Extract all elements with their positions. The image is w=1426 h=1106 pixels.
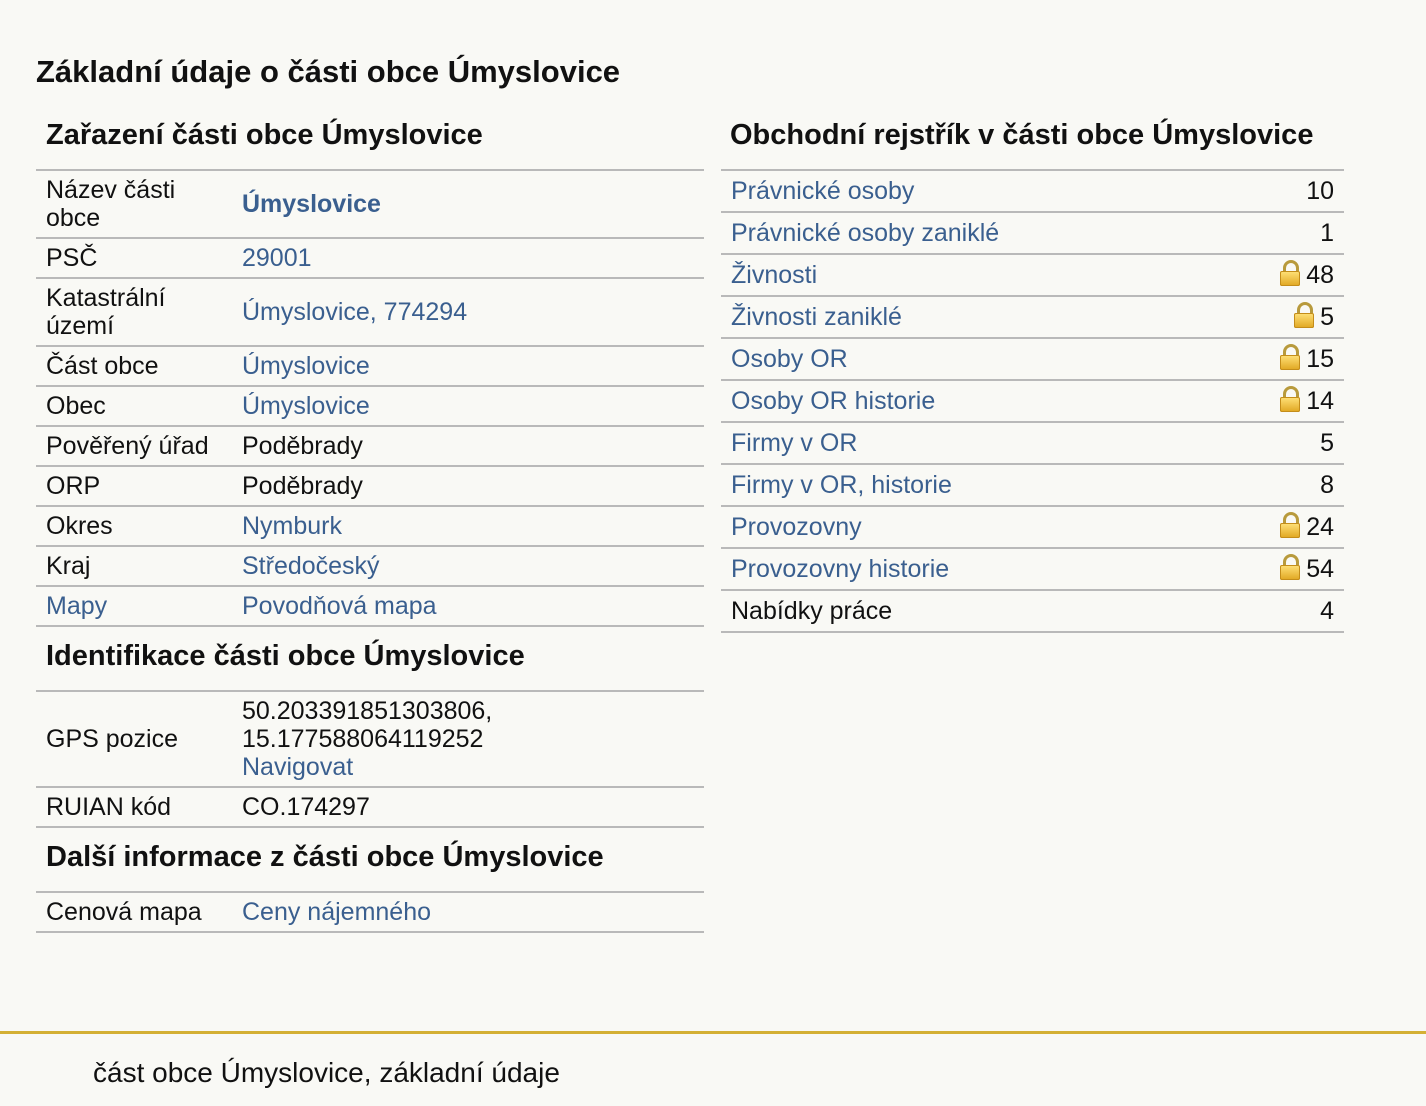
- rent-prices-link[interactable]: Ceny nájemného: [242, 898, 432, 926]
- table-row: [721, 338, 1344, 380]
- or-row-count: 48: [1306, 261, 1334, 289]
- table-row: [36, 506, 704, 546]
- row-label-link[interactable]: Mapy: [46, 592, 108, 620]
- or-row-count-cell: [1214, 548, 1344, 590]
- or-row-link[interactable]: Právnické osoby zaniklé: [731, 219, 1000, 247]
- or-row-count: 54: [1306, 555, 1334, 583]
- row-label: Okres: [36, 506, 232, 546]
- or-row-count: 10: [1306, 177, 1334, 205]
- lock-icon[interactable]: [1280, 344, 1300, 370]
- or-row-count-cell: [1214, 422, 1344, 464]
- table-row: [36, 426, 704, 466]
- table-row: [36, 586, 704, 626]
- table-row: [721, 170, 1344, 212]
- row-value-link[interactable]: Úmyslovice, 774294: [242, 298, 468, 326]
- obchodni-rejstrik-title: Obchodní rejstřík v části obce Úmyslovice: [730, 119, 1314, 151]
- row-value: [232, 546, 704, 586]
- lock-icon[interactable]: [1280, 260, 1300, 286]
- page-title: Základní údaje o části obce Úmyslovice: [36, 54, 621, 89]
- left-column: [36, 112, 704, 933]
- or-row-count-cell: [1214, 254, 1344, 296]
- table-row: [721, 254, 1344, 296]
- footer-divider: [0, 1031, 1426, 1034]
- or-row-count: 24: [1306, 513, 1334, 541]
- row-value: [232, 506, 704, 546]
- price-map-label: Cenová mapa: [36, 892, 232, 932]
- obchodni-rejstrik-table: [721, 169, 1344, 633]
- table-row: [721, 422, 1344, 464]
- row-value-link[interactable]: Úmyslovice: [242, 392, 370, 420]
- or-row-link[interactable]: Firmy v OR: [731, 429, 858, 457]
- gps-label: GPS pozice: [36, 691, 232, 787]
- or-row-label: [721, 170, 1214, 212]
- or-row-count-cell: [1214, 590, 1344, 632]
- row-value: [232, 586, 704, 626]
- row-value-link[interactable]: Povodňová mapa: [242, 592, 437, 620]
- lock-icon[interactable]: [1280, 554, 1300, 580]
- or-row-count-cell: [1214, 380, 1344, 422]
- or-row-count: 1: [1320, 219, 1334, 247]
- table-row: [36, 787, 704, 827]
- zarazeni-table: [36, 169, 704, 627]
- ruian-label: RUIAN kód: [36, 787, 232, 827]
- row-label: Obec: [36, 386, 232, 426]
- or-row-count-cell: [1214, 212, 1344, 254]
- row-value-link[interactable]: Středočeský: [242, 552, 380, 580]
- or-row-link[interactable]: Živnosti zaniklé: [731, 303, 902, 331]
- table-row: [721, 548, 1344, 590]
- or-row-link[interactable]: Právnické osoby: [731, 177, 915, 205]
- or-row-label: [721, 296, 1214, 338]
- or-row-link[interactable]: Firmy v OR, historie: [731, 471, 952, 499]
- table-row: [721, 380, 1344, 422]
- ruian-value: CO.174297: [232, 787, 704, 827]
- table-row: [721, 212, 1344, 254]
- lock-icon[interactable]: [1294, 302, 1314, 328]
- or-row-count: 4: [1320, 597, 1334, 625]
- or-row-count: 5: [1320, 429, 1334, 457]
- or-row-count: 15: [1306, 345, 1334, 373]
- or-row-count: 14: [1306, 387, 1334, 415]
- or-row-count-cell: [1214, 296, 1344, 338]
- row-value-link[interactable]: Nymburk: [242, 512, 343, 540]
- row-label: Část obce: [36, 346, 232, 386]
- row-value: [232, 170, 704, 238]
- row-value-link[interactable]: 29001: [242, 244, 312, 272]
- table-row: [36, 278, 704, 346]
- table-row: [36, 691, 704, 787]
- row-label: Kraj: [36, 546, 232, 586]
- gps-longitude: 15.177588064119252: [242, 725, 484, 753]
- or-row-count-cell: [1214, 170, 1344, 212]
- row-label: PSČ: [36, 238, 232, 278]
- table-row: [721, 464, 1344, 506]
- row-value: Poděbrady: [232, 426, 704, 466]
- or-row-count-cell: [1214, 506, 1344, 548]
- table-row: [36, 892, 704, 932]
- table-row: [36, 238, 704, 278]
- lock-icon[interactable]: [1280, 512, 1300, 538]
- row-label: ORP: [36, 466, 232, 506]
- dalsi-table: [36, 891, 704, 933]
- or-row-label: [721, 548, 1214, 590]
- or-row-count-cell: [1214, 464, 1344, 506]
- or-row-link[interactable]: Osoby OR historie: [731, 387, 936, 415]
- lock-icon[interactable]: [1280, 386, 1300, 412]
- identifikace-table: [36, 690, 704, 828]
- right-column: [721, 112, 1344, 633]
- table-row: [36, 346, 704, 386]
- table-row: [721, 506, 1344, 548]
- or-row-label: [721, 212, 1214, 254]
- row-label: Název části obce: [36, 170, 232, 238]
- or-row-label: [721, 422, 1214, 464]
- footer-text: část obce Úmyslovice, základní údaje: [93, 1057, 560, 1088]
- row-label: Pověřený úřad: [36, 426, 232, 466]
- row-value-link[interactable]: Úmyslovice: [242, 190, 381, 218]
- or-row-count-cell: [1214, 338, 1344, 380]
- row-value: [232, 278, 704, 346]
- identifikace-title: Identifikace části obce Úmyslovice: [46, 640, 525, 672]
- table-row: [36, 386, 704, 426]
- table-row: [36, 170, 704, 238]
- or-row-label: Nabídky práce: [721, 590, 1214, 632]
- row-label: Katastrální území: [36, 278, 232, 346]
- or-row-link[interactable]: Živnosti: [731, 261, 818, 289]
- row-value: Poděbrady: [232, 466, 704, 506]
- row-value-link[interactable]: Úmyslovice: [242, 352, 370, 380]
- or-row-count: 8: [1320, 471, 1334, 499]
- or-row-label: [721, 380, 1214, 422]
- row-value: [232, 346, 704, 386]
- table-row: [36, 546, 704, 586]
- dalsi-title: Další informace z části obce Úmyslovice: [46, 841, 604, 873]
- or-row-label: [721, 338, 1214, 380]
- or-row-count: 5: [1320, 303, 1334, 331]
- or-row-label: [721, 464, 1214, 506]
- gps-latitude: 50.203391851303806,: [242, 697, 493, 725]
- or-row-link[interactable]: Provozovny historie: [731, 555, 950, 583]
- price-map-value: [232, 892, 704, 932]
- table-row: [721, 296, 1344, 338]
- row-value: [232, 238, 704, 278]
- navigate-link[interactable]: Navigovat: [242, 753, 354, 781]
- row-label: [36, 586, 232, 626]
- table-row: [721, 590, 1344, 632]
- gps-value: [232, 691, 704, 787]
- or-row-link[interactable]: Osoby OR: [731, 345, 848, 373]
- zarazeni-title: Zařazení části obce Úmyslovice: [46, 119, 483, 151]
- row-value: [232, 386, 704, 426]
- or-row-label: [721, 506, 1214, 548]
- or-row-label: [721, 254, 1214, 296]
- table-row: [36, 466, 704, 506]
- or-row-link[interactable]: Provozovny: [731, 513, 862, 541]
